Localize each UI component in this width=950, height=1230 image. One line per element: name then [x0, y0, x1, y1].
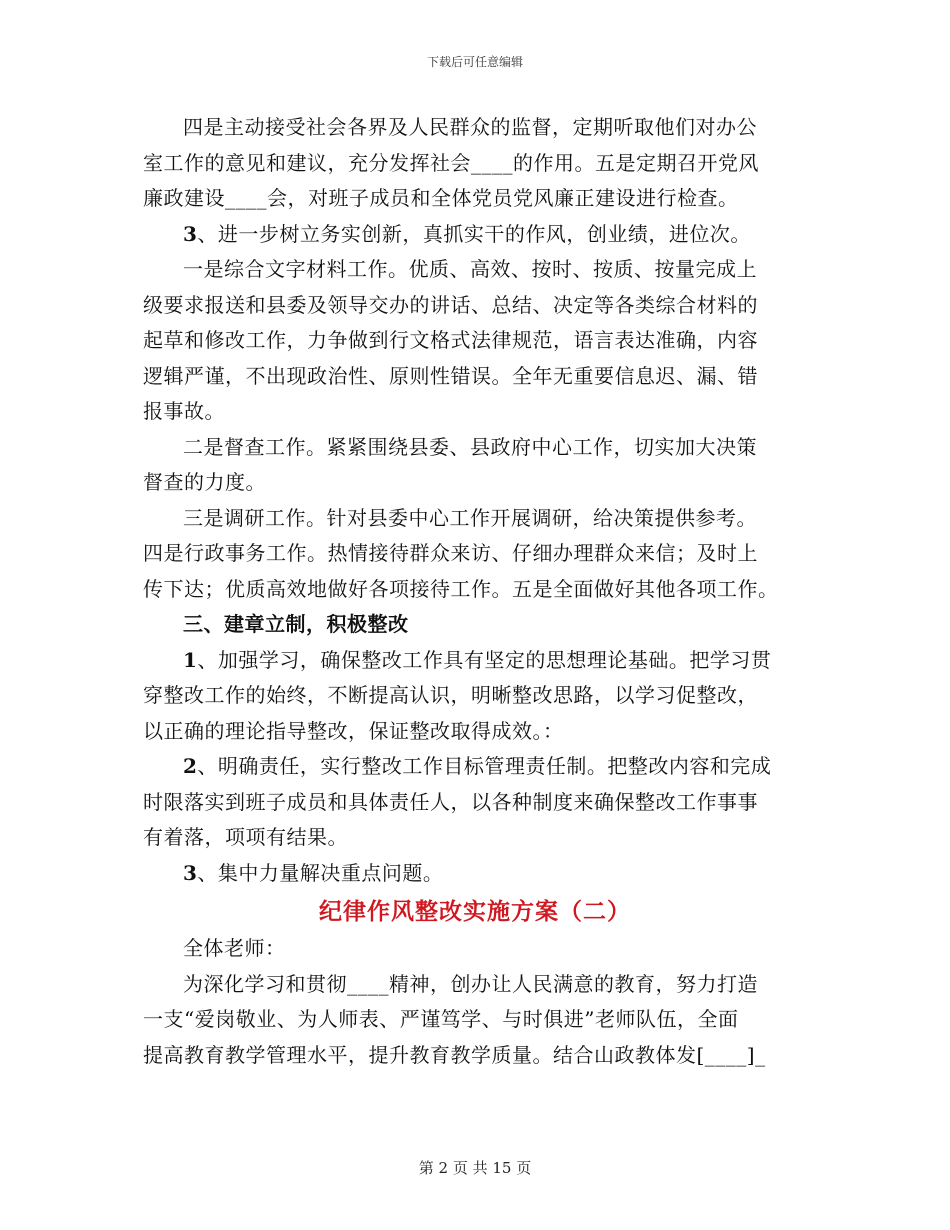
list-item — [143, 749, 807, 785]
text-line: 室工作的意见和建议，充分发挥社会____的作用。五是定期召开党风 — [143, 150, 759, 175]
text-line: 督查的力度。 — [143, 470, 266, 494]
item-number: 1 — [183, 647, 198, 672]
document-title: 纪律作风整改实施方案（二） — [319, 898, 631, 925]
list-item — [143, 643, 807, 679]
list-item — [143, 856, 807, 892]
text-line: 四是行政事务工作。热情接待群众来访、仔细办理群众来信；及时上 — [143, 541, 758, 565]
text-line: 一是综合文字材料工作。优质、高效、按时、按质、按量完成上 — [183, 257, 757, 281]
text-line: 报事故。 — [143, 399, 225, 423]
text-line: 有着落，项项有结果。 — [143, 825, 348, 849]
item-text: 、进一步树立务实创新，真抓实干的作风，创业绩，进位次。 — [197, 221, 751, 246]
text-line: 穿整改工作的始终，不断提高认识，明晰整改思路，以学习促整改， — [143, 683, 758, 707]
text-line: 逻辑严谨，不出现政治性、原则性错误。全年无重要信息迟、漏、错 — [143, 363, 758, 388]
item-number: 3 — [183, 221, 198, 246]
item-text: 、加强学习，确保整改工作具有坚定的思想理论基础。把学习贯 — [197, 647, 772, 672]
text-line: 级要求报送和县委及领导交办的讲话、总结、决定等各类综合材料的 — [143, 292, 758, 317]
text-line: 传下达；优质高效地做好各项接待工作。五是全面做好其他各项工作。 — [143, 576, 779, 601]
item-number: 3 — [183, 860, 198, 885]
text-line: 一支“爱岗敬业、为人师表、严谨笃学、与时俱进”老师队伍，全面 — [143, 1007, 739, 1031]
text-line: 四是主动接受社会各界及人民群众的监督，定期听取他们对办公 — [183, 115, 757, 139]
text-line: 起草和修改工作，力争做到行文格式法律规范，语言表达准确，内容 — [143, 328, 758, 352]
list-item — [143, 217, 807, 253]
document-body — [143, 110, 807, 1073]
text-line: 以正确的理论指导整改，保证整改取得成效。： — [143, 718, 564, 743]
item-text: 、集中力量解决重点问题。 — [197, 860, 444, 885]
text-line: 廉政建设____会，对班子成员和全体党员党风廉正建设进行检查。 — [143, 186, 739, 210]
text-line: 提高教育教学管理水平，提升教育教学质量。结合山政教体发[____]_ — [143, 1042, 766, 1067]
page-header-note: 下载后可任意编辑 — [426, 55, 523, 69]
section-heading: 三、建章立制，积极整改 — [183, 612, 409, 636]
text-line: 为深化学习和贯彻____精神，创办让人民满意的教育，努力打造 — [183, 971, 758, 996]
text-line: 时限落实到班子成员和具体责任人，以各种制度来确保整改工作事事 — [143, 789, 758, 814]
page-number: 第 2 页 共 15 页 — [418, 1159, 532, 1177]
text-line: 二是督查工作。紧紧围绕县委、县政府中心工作，切实加大决策 — [183, 434, 757, 459]
text-line: 三是调研工作。针对县委中心工作开展调研，给决策提供参考。 — [183, 505, 757, 530]
salutation: 全体老师： — [183, 936, 286, 960]
item-number: 2 — [183, 754, 198, 778]
item-text: 、明确责任，实行整改工作目标管理责任制。把整改内容和完成 — [197, 754, 772, 778]
